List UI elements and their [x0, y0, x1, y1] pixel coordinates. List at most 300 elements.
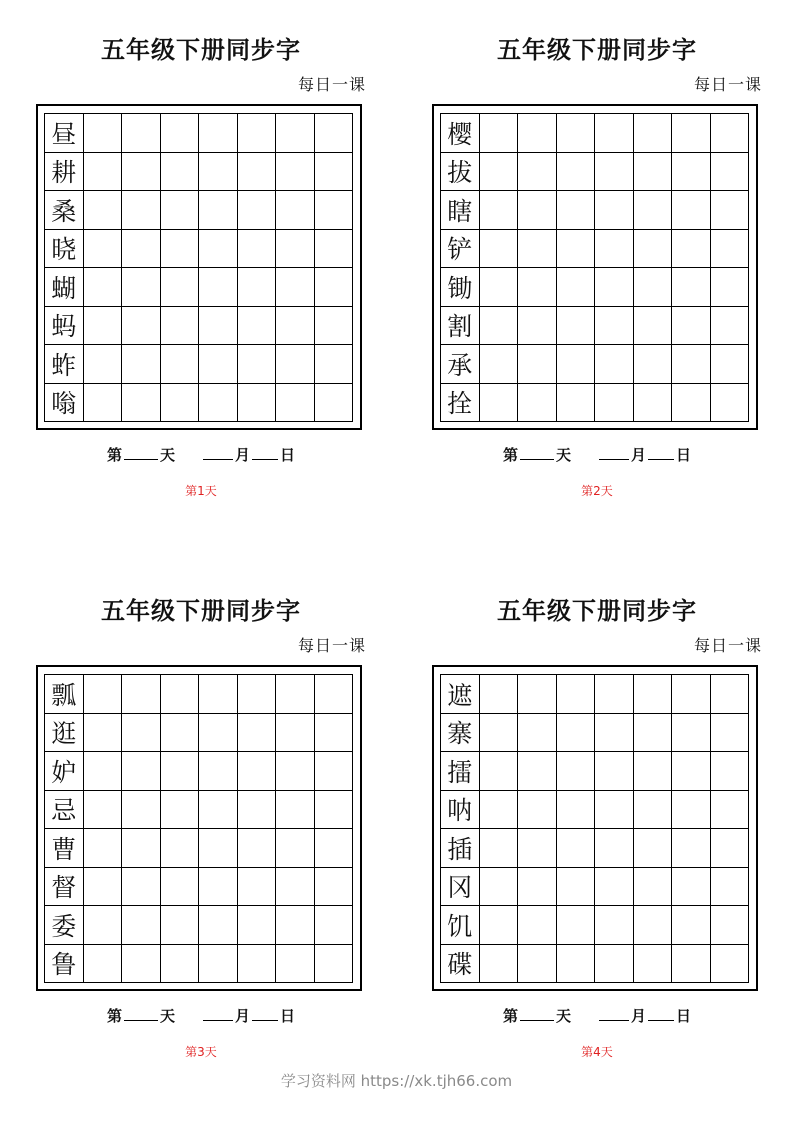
date-date-word: 日 [676, 446, 692, 464]
practice-cell[interactable] [557, 191, 596, 230]
practice-cell[interactable] [161, 945, 200, 984]
practice-cell[interactable] [711, 307, 750, 346]
practice-cell[interactable] [161, 191, 200, 230]
practice-cell[interactable] [711, 791, 750, 830]
day-label: 第3天 [185, 1045, 217, 1059]
practice-cell[interactable] [161, 752, 200, 791]
practice-cell[interactable] [161, 829, 200, 868]
practice-cell[interactable] [595, 384, 634, 423]
date-month-word: 月 [235, 446, 251, 464]
practice-cell[interactable] [122, 714, 161, 753]
date-day-word: 天 [159, 1007, 175, 1025]
practice-cell[interactable] [634, 191, 673, 230]
practice-cell[interactable] [480, 752, 519, 791]
date-blank[interactable] [252, 445, 278, 460]
practice-cell[interactable] [595, 675, 634, 714]
date-blank[interactable] [648, 1006, 674, 1021]
practice-cell[interactable] [238, 345, 277, 384]
footer-watermark: 学习资料网 https://xk.tjh66.com [280, 1072, 513, 1090]
practice-cell[interactable] [711, 345, 750, 384]
model-character: 拴 [441, 384, 480, 423]
practice-cell[interactable] [518, 945, 557, 984]
practice-cell[interactable] [672, 675, 711, 714]
day-label: 第1天 [185, 484, 217, 498]
practice-cell[interactable] [480, 714, 519, 753]
practice-cell[interactable] [84, 791, 123, 830]
practice-cell[interactable] [634, 675, 673, 714]
practice-cell[interactable] [518, 829, 557, 868]
practice-cell[interactable] [84, 752, 123, 791]
practice-cell[interactable] [238, 230, 277, 269]
date-prefix: 第 [502, 446, 518, 464]
practice-cell[interactable] [276, 829, 315, 868]
day-label: 第2天 [581, 484, 613, 498]
practice-cell[interactable] [84, 345, 123, 384]
practice-cell[interactable] [238, 752, 277, 791]
practice-cell[interactable] [238, 114, 277, 153]
practice-cell[interactable] [315, 230, 354, 269]
practice-cell[interactable] [199, 153, 238, 192]
model-character: 嗡 [45, 384, 84, 423]
model-character: 锄 [441, 268, 480, 307]
practice-cell[interactable] [518, 307, 557, 346]
practice-cell[interactable] [276, 714, 315, 753]
date-date-word: 日 [676, 1007, 692, 1025]
practice-cell[interactable] [122, 307, 161, 346]
practice-cell[interactable] [161, 230, 200, 269]
practice-cell[interactable] [161, 384, 200, 423]
practice-cell[interactable] [122, 230, 161, 269]
practice-cell[interactable] [276, 945, 315, 984]
practice-cell[interactable] [84, 714, 123, 753]
model-character: 逛 [45, 714, 84, 753]
practice-cell[interactable] [315, 345, 354, 384]
date-line [36, 444, 366, 465]
practice-cell[interactable] [634, 114, 673, 153]
practice-grid [440, 113, 749, 422]
practice-cell[interactable] [161, 791, 200, 830]
day-blank[interactable] [124, 445, 158, 460]
model-character: 樱 [441, 114, 480, 153]
practice-cell[interactable] [711, 752, 750, 791]
model-character: 碟 [441, 945, 480, 984]
practice-cell[interactable] [122, 791, 161, 830]
practice-cell[interactable] [480, 191, 519, 230]
practice-cell[interactable] [315, 752, 354, 791]
worksheet-panel-1 [36, 0, 366, 498]
practice-cell[interactable] [161, 153, 200, 192]
date-blank[interactable] [648, 445, 674, 460]
practice-cell[interactable] [672, 752, 711, 791]
practice-cell[interactable] [84, 868, 123, 907]
practice-cell[interactable] [634, 230, 673, 269]
practice-cell[interactable] [480, 307, 519, 346]
practice-cell[interactable] [122, 384, 161, 423]
month-blank[interactable] [599, 445, 629, 460]
practice-cell[interactable] [122, 675, 161, 714]
practice-cell[interactable] [557, 307, 596, 346]
practice-cell[interactable] [518, 868, 557, 907]
practice-cell[interactable] [711, 384, 750, 423]
practice-cell[interactable] [199, 868, 238, 907]
practice-cell[interactable] [84, 829, 123, 868]
practice-cell[interactable] [199, 307, 238, 346]
practice-cell[interactable] [315, 829, 354, 868]
practice-cell[interactable] [595, 345, 634, 384]
practice-cell[interactable] [122, 345, 161, 384]
practice-cell[interactable] [315, 868, 354, 907]
practice-cell[interactable] [161, 714, 200, 753]
practice-cell[interactable] [199, 906, 238, 945]
model-character: 忌 [45, 791, 84, 830]
practice-cell[interactable] [595, 906, 634, 945]
practice-cell[interactable] [634, 791, 673, 830]
practice-cell[interactable] [711, 906, 750, 945]
practice-cell[interactable] [711, 153, 750, 192]
date-blank[interactable] [252, 1006, 278, 1021]
day-blank[interactable] [124, 1006, 158, 1021]
practice-cell[interactable] [672, 829, 711, 868]
practice-cell[interactable] [557, 230, 596, 269]
practice-cell[interactable] [480, 829, 519, 868]
practice-grid-frame [432, 665, 758, 991]
date-line [432, 1005, 762, 1026]
practice-cell[interactable] [634, 268, 673, 307]
practice-cell[interactable] [595, 153, 634, 192]
practice-cell[interactable] [557, 791, 596, 830]
practice-cell[interactable] [672, 230, 711, 269]
practice-cell[interactable] [315, 114, 354, 153]
model-character: 委 [45, 906, 84, 945]
practice-cell[interactable] [315, 153, 354, 192]
practice-cell[interactable] [634, 345, 673, 384]
practice-cell[interactable] [672, 307, 711, 346]
practice-cell[interactable] [595, 752, 634, 791]
practice-cell[interactable] [199, 945, 238, 984]
practice-cell[interactable] [122, 752, 161, 791]
practice-cell[interactable] [595, 868, 634, 907]
practice-grid [440, 674, 749, 983]
practice-cell[interactable] [276, 345, 315, 384]
practice-cell[interactable] [518, 191, 557, 230]
panel-title: 五年级下册同步字 [101, 35, 301, 64]
practice-cell[interactable] [518, 153, 557, 192]
practice-cell[interactable] [480, 868, 519, 907]
model-character: 铲 [441, 230, 480, 269]
practice-cell[interactable] [595, 230, 634, 269]
practice-cell[interactable] [315, 714, 354, 753]
practice-cell[interactable] [595, 829, 634, 868]
practice-cell[interactable] [518, 114, 557, 153]
practice-cell[interactable] [672, 906, 711, 945]
practice-cell[interactable] [276, 675, 315, 714]
practice-cell[interactable] [480, 791, 519, 830]
practice-cell[interactable] [711, 829, 750, 868]
practice-cell[interactable] [122, 945, 161, 984]
practice-cell[interactable] [315, 268, 354, 307]
model-character: 耕 [45, 153, 84, 192]
model-character: 承 [441, 345, 480, 384]
practice-cell[interactable] [122, 868, 161, 907]
practice-cell[interactable] [672, 345, 711, 384]
model-character: 瞎 [441, 191, 480, 230]
practice-cell[interactable] [238, 153, 277, 192]
practice-cell[interactable] [238, 191, 277, 230]
practice-cell[interactable] [672, 714, 711, 753]
practice-cell[interactable] [634, 153, 673, 192]
practice-cell[interactable] [199, 230, 238, 269]
practice-cell[interactable] [161, 268, 200, 307]
practice-grid [44, 113, 353, 422]
practice-cell[interactable] [122, 153, 161, 192]
practice-cell[interactable] [161, 675, 200, 714]
practice-cell[interactable] [672, 153, 711, 192]
month-blank[interactable] [203, 1006, 233, 1021]
practice-cell[interactable] [518, 384, 557, 423]
practice-cell[interactable] [711, 868, 750, 907]
practice-cell[interactable] [199, 714, 238, 753]
practice-cell[interactable] [315, 945, 354, 984]
practice-cell[interactable] [238, 675, 277, 714]
practice-cell[interactable] [518, 791, 557, 830]
practice-cell[interactable] [557, 906, 596, 945]
model-character: 拔 [441, 153, 480, 192]
practice-cell[interactable] [276, 384, 315, 423]
day-blank[interactable] [520, 1006, 554, 1021]
practice-cell[interactable] [84, 191, 123, 230]
practice-cell[interactable] [161, 114, 200, 153]
practice-cell[interactable] [480, 230, 519, 269]
date-line [36, 1005, 366, 1026]
practice-cell[interactable] [276, 307, 315, 346]
model-character: 晓 [45, 230, 84, 269]
practice-cell[interactable] [557, 345, 596, 384]
practice-cell[interactable] [634, 829, 673, 868]
practice-cell[interactable] [238, 906, 277, 945]
model-character: 瓢 [45, 675, 84, 714]
practice-cell[interactable] [711, 191, 750, 230]
practice-cell[interactable] [84, 114, 123, 153]
practice-cell[interactable] [199, 114, 238, 153]
model-character: 曹 [45, 829, 84, 868]
practice-grid [44, 674, 353, 983]
practice-cell[interactable] [480, 114, 519, 153]
practice-cell[interactable] [672, 268, 711, 307]
date-day-word: 天 [159, 446, 175, 464]
practice-cell[interactable] [557, 714, 596, 753]
practice-cell[interactable] [634, 868, 673, 907]
panel-title: 五年级下册同步字 [101, 596, 301, 625]
practice-cell[interactable] [480, 345, 519, 384]
practice-cell[interactable] [557, 384, 596, 423]
practice-cell[interactable] [518, 906, 557, 945]
model-character: 蝴 [45, 268, 84, 307]
practice-cell[interactable] [199, 384, 238, 423]
practice-cell[interactable] [315, 791, 354, 830]
practice-cell[interactable] [595, 114, 634, 153]
practice-cell[interactable] [315, 675, 354, 714]
practice-cell[interactable] [672, 791, 711, 830]
practice-cell[interactable] [711, 114, 750, 153]
practice-cell[interactable] [672, 114, 711, 153]
practice-cell[interactable] [315, 191, 354, 230]
practice-grid-frame [36, 104, 362, 430]
practice-cell[interactable] [161, 345, 200, 384]
month-blank[interactable] [599, 1006, 629, 1021]
model-character: 鲁 [45, 945, 84, 984]
panel-title: 五年级下册同步字 [497, 35, 697, 64]
practice-cell[interactable] [557, 153, 596, 192]
practice-cell[interactable] [161, 307, 200, 346]
practice-cell[interactable] [557, 675, 596, 714]
practice-cell[interactable] [595, 714, 634, 753]
practice-cell[interactable] [480, 268, 519, 307]
model-character: 桑 [45, 191, 84, 230]
model-character: 督 [45, 868, 84, 907]
practice-cell[interactable] [199, 345, 238, 384]
practice-cell[interactable] [595, 191, 634, 230]
practice-cell[interactable] [480, 675, 519, 714]
practice-cell[interactable] [84, 307, 123, 346]
practice-cell[interactable] [711, 945, 750, 984]
practice-cell[interactable] [238, 829, 277, 868]
practice-cell[interactable] [276, 230, 315, 269]
practice-cell[interactable] [84, 230, 123, 269]
practice-cell[interactable] [634, 307, 673, 346]
model-character: 饥 [441, 906, 480, 945]
practice-cell[interactable] [238, 714, 277, 753]
practice-cell[interactable] [276, 114, 315, 153]
practice-cell[interactable] [122, 829, 161, 868]
practice-cell[interactable] [161, 868, 200, 907]
day-blank[interactable] [520, 445, 554, 460]
practice-cell[interactable] [595, 307, 634, 346]
practice-cell[interactable] [276, 191, 315, 230]
practice-cell[interactable] [634, 714, 673, 753]
model-character: 割 [441, 307, 480, 346]
practice-cell[interactable] [122, 191, 161, 230]
practice-cell[interactable] [315, 307, 354, 346]
practice-cell[interactable] [84, 268, 123, 307]
practice-cell[interactable] [276, 268, 315, 307]
practice-grid-frame [432, 104, 758, 430]
model-character: 蚱 [45, 345, 84, 384]
worksheet-panel-3 [36, 561, 366, 1059]
practice-cell[interactable] [238, 307, 277, 346]
practice-cell[interactable] [480, 906, 519, 945]
practice-cell[interactable] [199, 829, 238, 868]
practice-cell[interactable] [122, 268, 161, 307]
practice-cell[interactable] [238, 868, 277, 907]
model-character: 妒 [45, 752, 84, 791]
practice-cell[interactable] [557, 268, 596, 307]
practice-cell[interactable] [238, 384, 277, 423]
practice-cell[interactable] [634, 906, 673, 945]
practice-cell[interactable] [276, 906, 315, 945]
worksheet-panel-4 [432, 561, 762, 1059]
practice-cell[interactable] [122, 114, 161, 153]
practice-cell[interactable] [199, 791, 238, 830]
date-prefix: 第 [502, 1007, 518, 1025]
practice-cell[interactable] [711, 675, 750, 714]
practice-cell[interactable] [711, 714, 750, 753]
practice-cell[interactable] [276, 752, 315, 791]
practice-cell[interactable] [161, 906, 200, 945]
date-date-word: 日 [280, 446, 296, 464]
practice-cell[interactable] [276, 153, 315, 192]
practice-cell[interactable] [199, 752, 238, 791]
practice-cell[interactable] [238, 791, 277, 830]
practice-cell[interactable] [238, 945, 277, 984]
practice-cell[interactable] [518, 230, 557, 269]
day-label: 第4天 [581, 1045, 613, 1059]
practice-cell[interactable] [634, 752, 673, 791]
practice-cell[interactable] [595, 945, 634, 984]
practice-cell[interactable] [84, 675, 123, 714]
practice-cell[interactable] [199, 191, 238, 230]
date-month-word: 月 [235, 1007, 251, 1025]
practice-cell[interactable] [480, 384, 519, 423]
practice-cell[interactable] [672, 191, 711, 230]
practice-cell[interactable] [557, 752, 596, 791]
practice-cell[interactable] [672, 868, 711, 907]
practice-cell[interactable] [634, 384, 673, 423]
practice-cell[interactable] [518, 675, 557, 714]
practice-cell[interactable] [315, 384, 354, 423]
practice-cell[interactable] [84, 384, 123, 423]
practice-cell[interactable] [595, 791, 634, 830]
practice-cell[interactable] [199, 268, 238, 307]
practice-cell[interactable] [518, 345, 557, 384]
practice-cell[interactable] [480, 945, 519, 984]
practice-cell[interactable] [480, 153, 519, 192]
panel-title: 五年级下册同步字 [497, 596, 697, 625]
practice-cell[interactable] [276, 791, 315, 830]
practice-cell[interactable] [84, 153, 123, 192]
month-blank[interactable] [203, 445, 233, 460]
practice-cell[interactable] [557, 829, 596, 868]
practice-cell[interactable] [199, 675, 238, 714]
panel-subtitle: 每日一课 [693, 636, 762, 655]
practice-cell[interactable] [238, 268, 277, 307]
practice-cell[interactable] [557, 114, 596, 153]
practice-cell[interactable] [634, 945, 673, 984]
practice-cell[interactable] [711, 268, 750, 307]
practice-cell[interactable] [84, 906, 123, 945]
practice-cell[interactable] [672, 384, 711, 423]
practice-cell[interactable] [518, 752, 557, 791]
practice-cell[interactable] [711, 230, 750, 269]
practice-cell[interactable] [122, 906, 161, 945]
practice-cell[interactable] [84, 945, 123, 984]
practice-cell[interactable] [672, 945, 711, 984]
model-character: 擂 [441, 752, 480, 791]
panel-subtitle: 每日一课 [297, 636, 366, 655]
practice-cell[interactable] [557, 945, 596, 984]
practice-cell[interactable] [276, 868, 315, 907]
practice-cell[interactable] [518, 268, 557, 307]
panel-subtitle: 每日一课 [297, 75, 366, 94]
practice-cell[interactable] [518, 714, 557, 753]
practice-cell[interactable] [557, 868, 596, 907]
practice-cell[interactable] [315, 906, 354, 945]
model-character: 插 [441, 829, 480, 868]
date-month-word: 月 [631, 446, 647, 464]
practice-cell[interactable] [595, 268, 634, 307]
model-character: 寨 [441, 714, 480, 753]
model-character: 呐 [441, 791, 480, 830]
model-character: 蚂 [45, 307, 84, 346]
